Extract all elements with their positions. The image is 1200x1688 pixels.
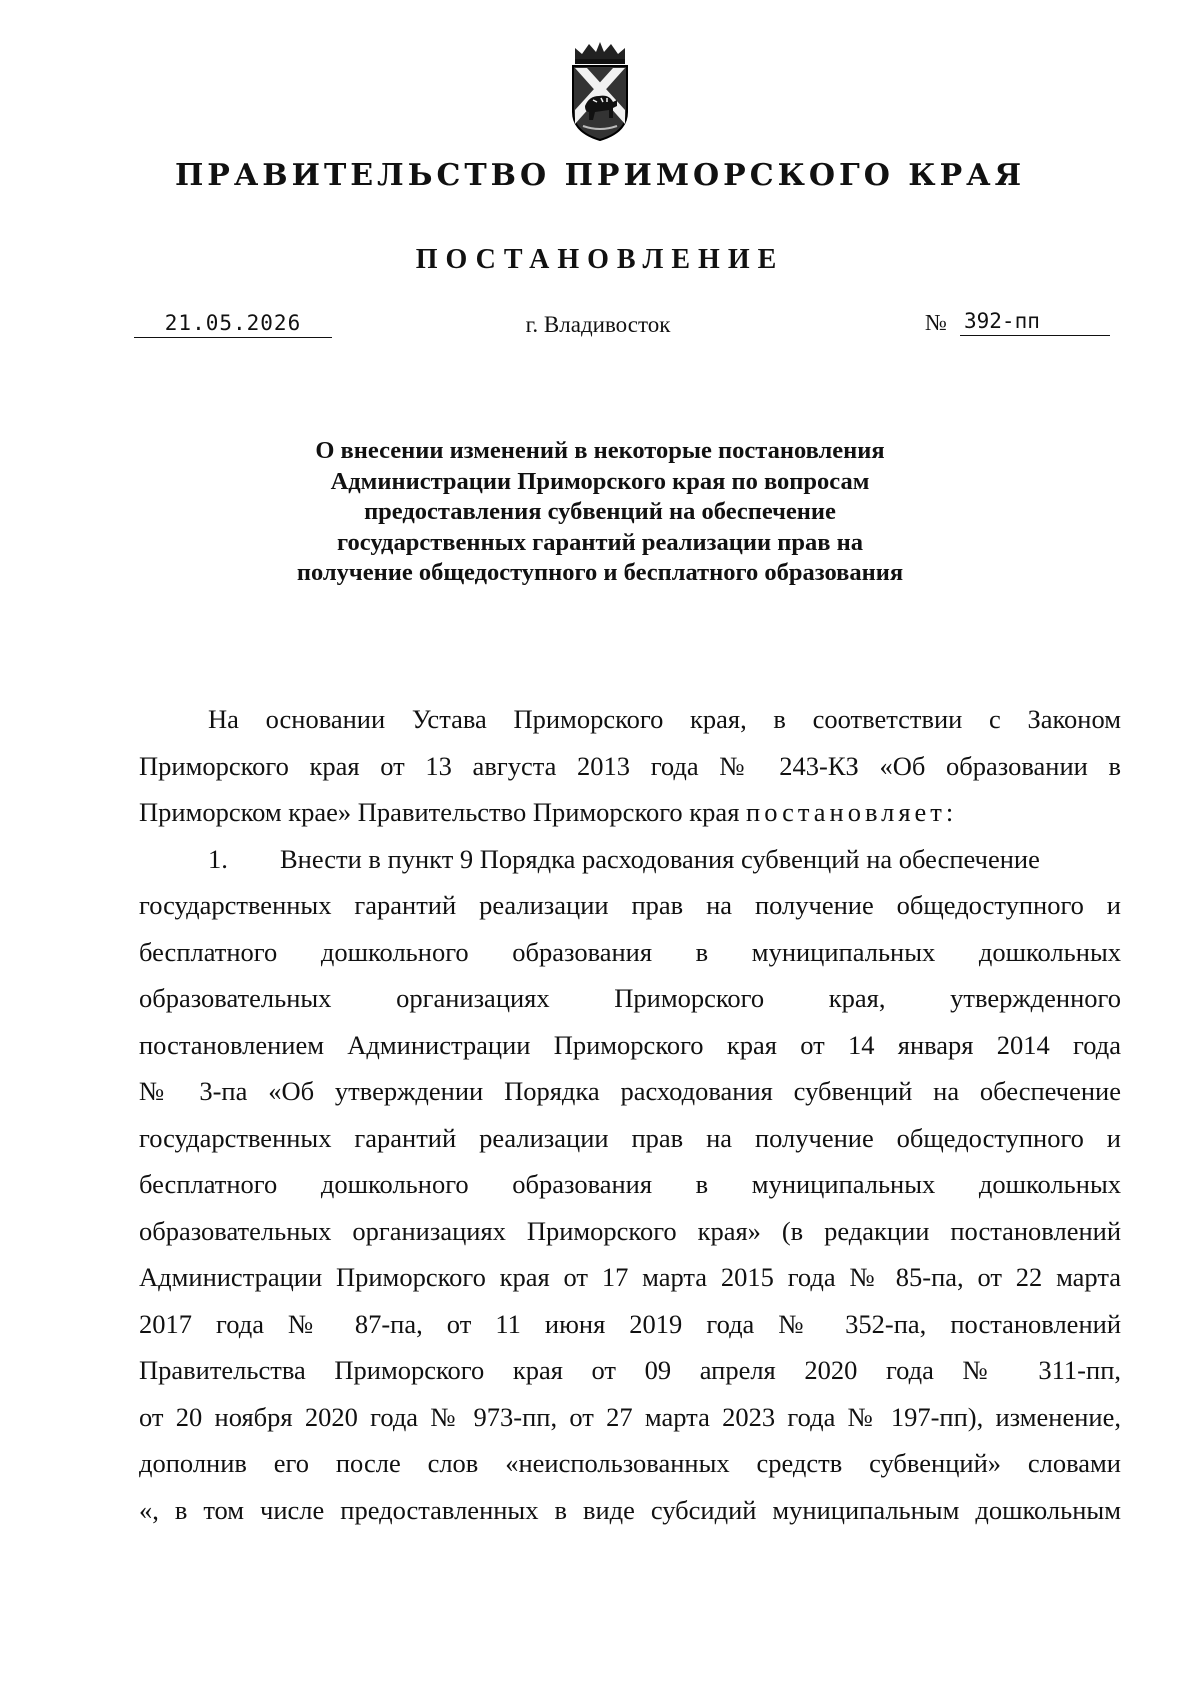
body-line-preamble-end [139, 789, 1121, 836]
body-line: постановлением Администрации Приморского края от 14 января 2014 года [139, 1029, 1121, 1060]
body-line: бесплатного дошкольного образования в муниципальных дошкольных [139, 1169, 1121, 1199]
organization-name: ПРАВИТЕЛЬСТВО ПРИМОРСКОГО КРАЯ [174, 158, 1026, 193]
body-line: На основании Устава Приморского края, в соответствии с Законом [208, 704, 1121, 734]
preamble-last-text: Приморском крае» Правительство Приморского края [139, 797, 740, 827]
coat-of-arms-icon [567, 40, 633, 142]
number-sign: № [925, 310, 947, 335]
document-city: г. Владивосток [525, 312, 671, 337]
body-line: государственных гарантий реализации прав на получение общедоступного и [139, 890, 1121, 920]
title-line: предоставления субвенций на обеспечение [364, 498, 836, 525]
item-1-first-text: Внести в пункт 9 Порядка расходования субвенций на обеспечение [280, 843, 1040, 874]
document-date: 21.05.2026 [134, 309, 332, 338]
document-type: ПОСТАНОВЛЕНИЕ [415, 244, 785, 275]
body-line: Приморского края от 13 августа 2013 года № 243-КЗ «Об образовании в [139, 750, 1121, 781]
body-line: дополнив его после слов «неиспользованных средств субвенций» словами [139, 1448, 1121, 1478]
body-line: образовательных организациях Приморского края» (в редакции постановлений [139, 1215, 1121, 1246]
body-line: Администрации Приморского края от 17 марта 2015 года № 85-па, от 22 марта [139, 1262, 1121, 1292]
resolution-verb: постановляет: [746, 797, 958, 827]
document-number: 392-пп [960, 307, 1110, 336]
body-line: государственных гарантий реализации прав на получение общедоступного и [139, 1122, 1121, 1153]
body-line: Правительства Приморского края от 09 апреля 2020 года № 311-пп, [139, 1355, 1121, 1385]
title-line: Администрации Приморского края по вопросам [330, 467, 870, 495]
document-title [200, 436, 1000, 589]
body-line: «, в том числе предоставленных в виде субсидий муниципальным дошкольным [139, 1494, 1121, 1525]
item-number: 1. [208, 843, 228, 874]
body-line: образовательных организациях Приморского края, утвержденного [139, 983, 1121, 1013]
body-line: 2017 года № 87-па, от 11 июня 2019 года № 352-па, постановлений [139, 1308, 1121, 1339]
body-line: бесплатного дошкольного образования в муниципальных дошкольных [139, 936, 1121, 967]
item-1-first-line [139, 836, 1121, 883]
title-line: государственных гарантий реализации прав на [337, 528, 863, 556]
body-line: от 20 ноября 2020 года № 973-пп, от 27 марта 2023 года № 197-пп), изменение, [139, 1401, 1121, 1432]
body-line: № 3-па «Об утверждении Порядка расходования субвенций на обеспечение [139, 1076, 1121, 1106]
title-line: О внесении изменений в некоторые постановления [315, 437, 885, 464]
document-body [139, 696, 1121, 1533]
title-line: получение общедоступного и бесплатного образования [296, 559, 904, 586]
